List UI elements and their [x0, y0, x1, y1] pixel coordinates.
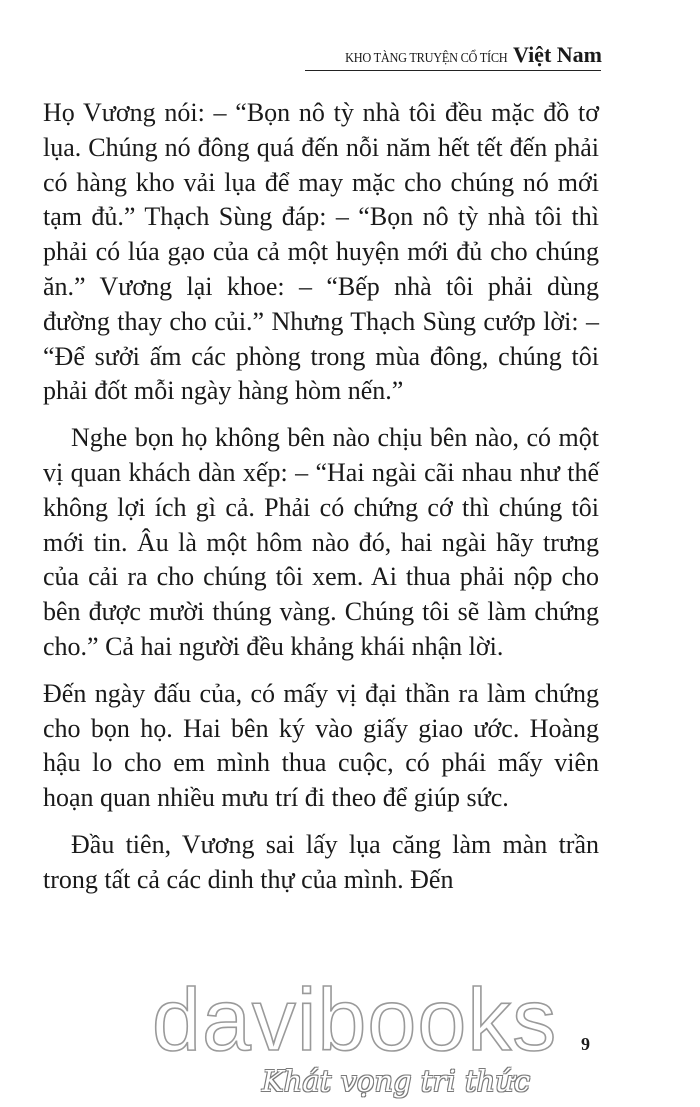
paragraph: Nghe bọn họ không bên nào chịu bên nào, có một vị quan khách dàn xếp: – “Hai ngài cãi nhau như thế không lợi ích gì cả. Phải có chứng cớ thì chúng tôi mới tin. Âu là một hôm nào đó, hai ngài hãy trưng của cải ra cho chúng tôi xem. Ai thua phải nộp cho bên được mười thúng vàng. Chúng tôi sẽ làm chứng cho.” Cả hai người đều khảng khái nhận lời. — [43, 423, 599, 661]
paragraph: Đến ngày đấu của, có mấy vị đại thần ra làm chứng cho bọn họ. Hai bên ký vào giấy giao ước. Hoàng hậu lo cho em mình thua cuộc, có phái mấy viên hoạn quan nhiều mưu trí đi theo để giúp sức. — [43, 678, 599, 813]
series-title-small: KHO TÀNG TRUYỆN CỔ TÍCH — [344, 51, 507, 66]
watermark-logo: davibooks — [152, 970, 558, 1069]
header-rule — [305, 70, 601, 71]
paragraph: Họ Vương nói: – “Bọn nô tỳ nhà tôi đều mặc đồ tơ lụa. Chúng nó đông quá đến nỗi năm hết tết đến phải có hàng kho vải lụa để may mặc cho chúng nó mới tạm đủ.” Thạch Sùng đáp: – “Bọn nô tỳ nhà tôi thì phải có lúa gạo của cả một huyện mới đủ cho chúng ăn.” Vương lại khoe: – “Bếp nhà tôi phải dùng đường thay cho củi.” Nhưng Thạch Sùng cướp lời: – “Để sưởi ấm các phòng trong mùa đông, chúng tôi phải đốt mỗi ngày hàng hòm nến.” — [43, 98, 599, 406]
series-title-big: Việt Nam — [513, 42, 602, 67]
page-number: 9 — [581, 1034, 590, 1054]
publisher-watermark — [152, 970, 558, 1101]
running-header — [302, 42, 602, 72]
paragraph: Đầu tiên, Vương sai lấy lụa căng làm màn trần trong tất cả các dinh thự của mình. Đến — [43, 829, 599, 894]
page-body — [43, 96, 599, 910]
watermark-tagline: Khát vọng tri thức — [262, 1064, 531, 1098]
